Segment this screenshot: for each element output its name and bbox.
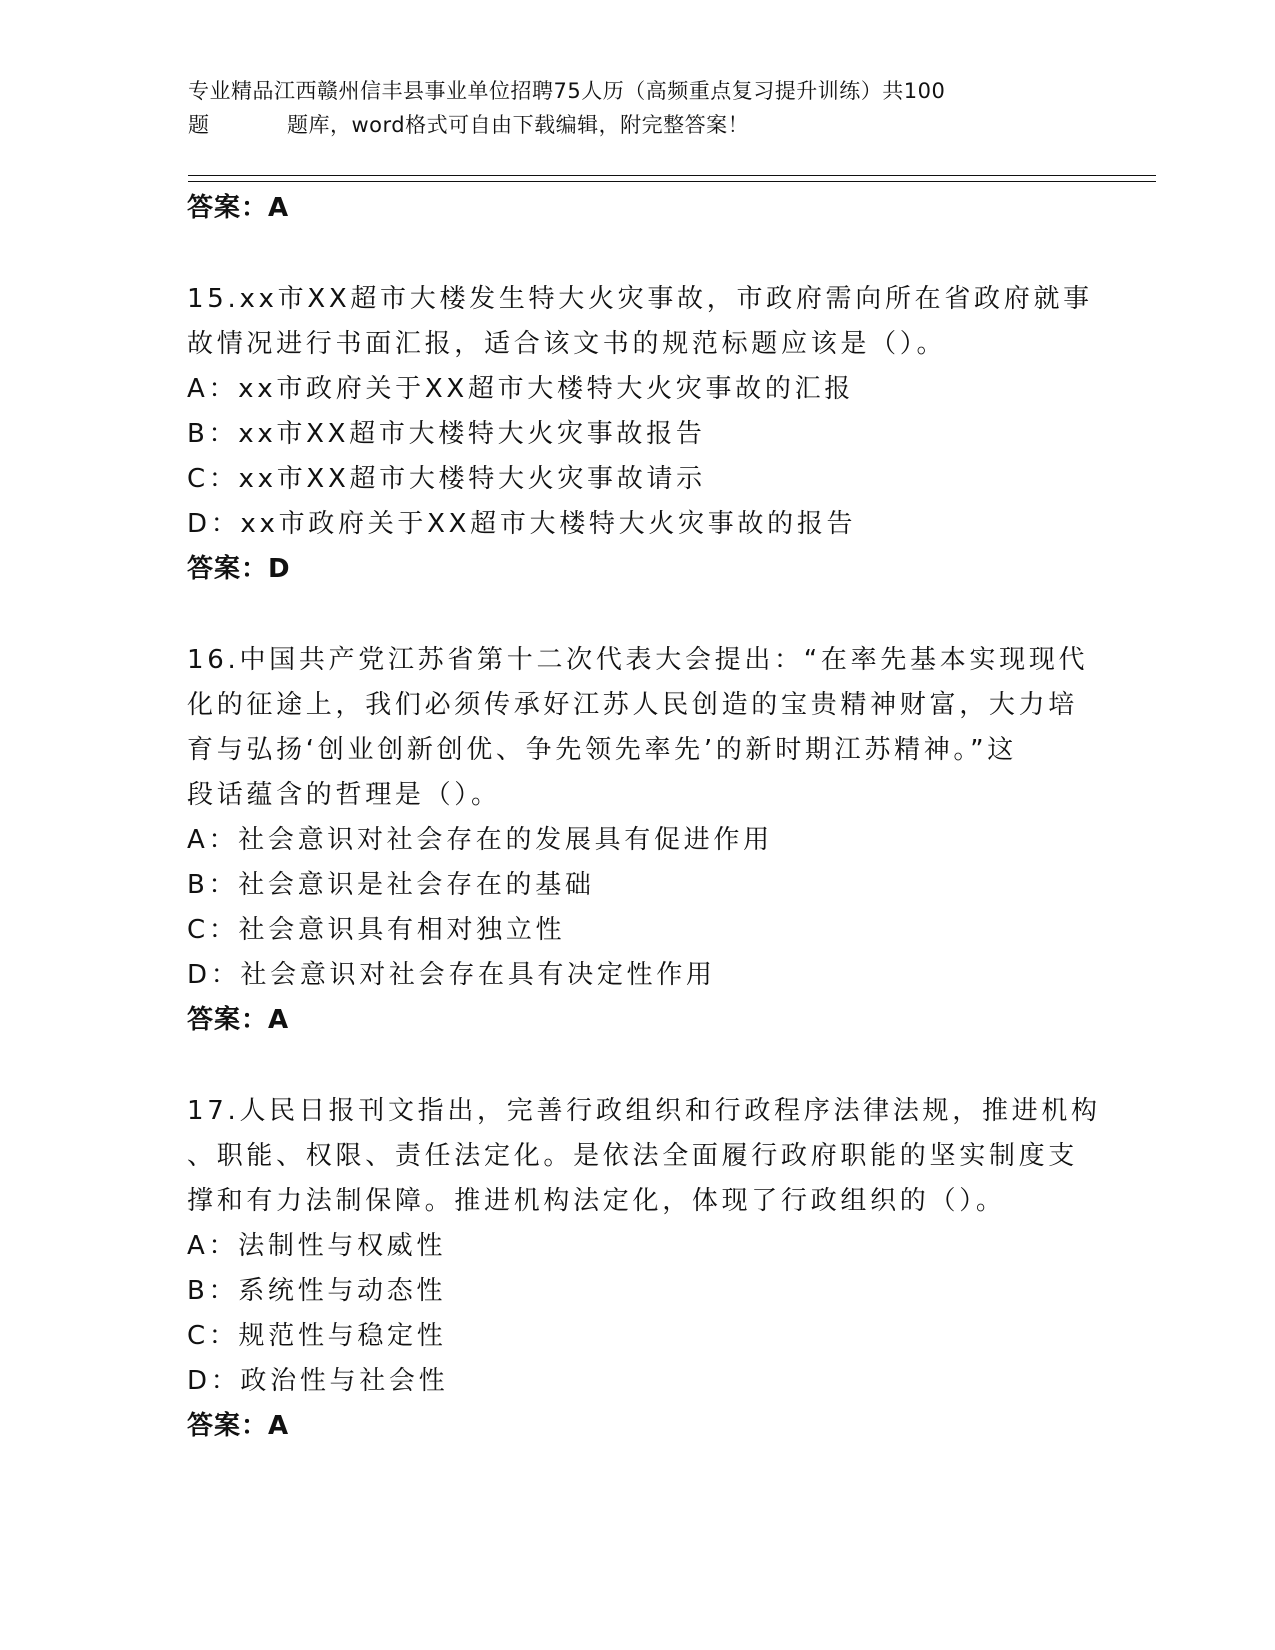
question-stem-line: 化的征途上，我们必须传承好江苏人民创造的宝贵精神财富，大力培	[187, 690, 1079, 720]
answer-line: 答案：A	[187, 193, 290, 223]
option-b: B：xx市XX超市大楼特大火灾事故报告	[187, 419, 706, 449]
option-d: D：xx市政府关于XX超市大楼特大火灾事故的报告	[187, 509, 857, 539]
question-stem-line: 、职能、权限、责任法定化。是依法全面履行政府职能的坚实制度支	[187, 1141, 1079, 1171]
answer-line: 答案：D	[187, 554, 291, 584]
question-stem-line: 15.xx市XX超市大楼发生特大火灾事故，市政府需向所在省政府就事	[187, 284, 1093, 314]
document-title-line-1: 专业精品江西赣州信丰县事业单位招聘75人历（高频重点复习提升训练）共100	[188, 79, 946, 103]
option-c: C：社会意识具有相对独立性	[187, 915, 566, 945]
document-title-line-2-prefix: 题	[188, 113, 210, 137]
question-stem-line: 段话蕴含的哲理是（）。	[187, 780, 501, 810]
option-b: B：社会意识是社会存在的基础	[187, 870, 595, 900]
answer-line: 答案：A	[187, 1005, 290, 1035]
option-c: C：规范性与稳定性	[187, 1321, 447, 1351]
document-title-line-2: 题库，word格式可自由下载编辑，附完整答案！	[287, 113, 750, 137]
question-stem-line: 16.中国共产党江苏省第十二次代表大会提出：“在率先基本实现现代	[187, 645, 1089, 675]
question-stem-line: 撑和有力法制保障。推进机构法定化，体现了行政组织的（）。	[187, 1186, 1006, 1216]
header-rule-bottom	[188, 181, 1156, 182]
option-d: D：政治性与社会性	[187, 1366, 449, 1396]
option-a: A：xx市政府关于XX超市大楼特大火灾事故的汇报	[187, 374, 854, 404]
option-d: D：社会意识对社会存在具有决定性作用	[187, 960, 716, 990]
option-a: A：法制性与权威性	[187, 1231, 447, 1261]
option-b: B：系统性与动态性	[187, 1276, 447, 1306]
answer-line: 答案：A	[187, 1411, 290, 1441]
option-a: A：社会意识对社会存在的发展具有促进作用	[187, 825, 773, 855]
option-c: C：xx市XX超市大楼特大火灾事故请示	[187, 464, 706, 494]
question-stem-line: 育与弘扬‘创业创新创优、争先领先率先’的新时期江苏精神。”这	[187, 735, 1017, 765]
header-rule-top	[188, 175, 1156, 176]
question-stem-line: 17.人民日报刊文指出，完善行政组织和行政程序法律法规，推进机构	[187, 1096, 1101, 1126]
question-stem-line: 故情况进行书面汇报，适合该文书的规范标题应该是（）。	[187, 329, 947, 359]
